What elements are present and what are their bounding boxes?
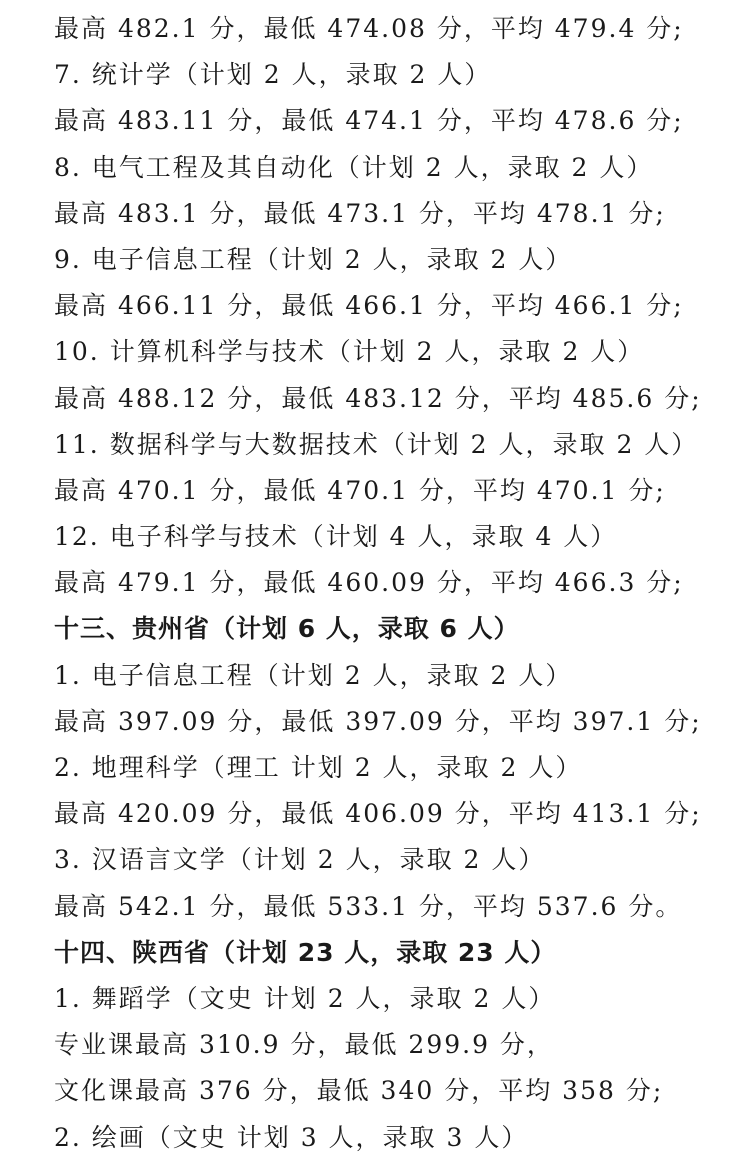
score-line: 最高 483.1 分，最低 473.1 分，平均 478.1 分; — [54, 198, 666, 228]
major-line: 12. 电子科学与技术（计划 4 人，录取 4 人） — [54, 522, 618, 552]
major-line: 8. 电气工程及其自动化（计划 2 人，录取 2 人） — [54, 152, 654, 182]
score-line: 最高 542.1 分，最低 533.1 分，平均 537.6 分。 — [54, 891, 683, 921]
province-heading: 十三、贵州省（计划 6 人，录取 6 人） — [54, 614, 520, 644]
score-line: 最高 482.1 分，最低 474.08 分，平均 479.4 分; — [54, 14, 684, 43]
major-line: 2. 地理科学（理工 计划 2 人，录取 2 人） — [54, 753, 583, 782]
score-line: 最高 397.09 分，最低 397.09 分，平均 397.1 分; — [54, 706, 702, 736]
major-line: 1. 电子信息工程（计划 2 人，录取 2 人） — [54, 660, 573, 690]
major-line: 10. 计算机科学与技术（计划 2 人，录取 2 人） — [54, 337, 645, 367]
major-line: 1. 舞蹈学（文史 计划 2 人，录取 2 人） — [54, 983, 556, 1013]
score-line: 专业课最高 310.9 分，最低 299.9 分， — [54, 1030, 554, 1060]
province-heading: 十四、陕西省（计划 23 人，录取 23 人） — [54, 937, 557, 967]
score-line: 最高 470.1 分，最低 470.1 分，平均 470.1 分; — [54, 475, 666, 505]
score-line: 最高 488.12 分，最低 483.12 分，平均 485.6 分; — [54, 383, 702, 413]
major-line: 3. 汉语言文学（计划 2 人，录取 2 人） — [54, 845, 546, 875]
score-line: 最高 479.1 分，最低 460.09 分，平均 466.3 分; — [54, 568, 684, 598]
major-line: 7. 统计学（计划 2 人，录取 2 人） — [54, 60, 492, 90]
major-line: 9. 电子信息工程（计划 2 人，录取 2 人） — [54, 244, 573, 274]
score-line: 最高 420.09 分，最低 406.09 分，平均 413.1 分; — [54, 799, 702, 829]
major-line: 2. 绘画（文史 计划 3 人，录取 3 人） — [54, 1122, 529, 1152]
score-line: 文化课最高 376 分，最低 340 分，平均 358 分; — [54, 1076, 664, 1106]
major-line: 11. 数据科学与大数据技术（计划 2 人，录取 2 人） — [54, 429, 699, 459]
score-line: 最高 483.11 分，最低 474.1 分，平均 478.6 分; — [54, 106, 684, 136]
score-line: 最高 466.11 分，最低 466.1 分，平均 466.1 分; — [54, 291, 684, 321]
